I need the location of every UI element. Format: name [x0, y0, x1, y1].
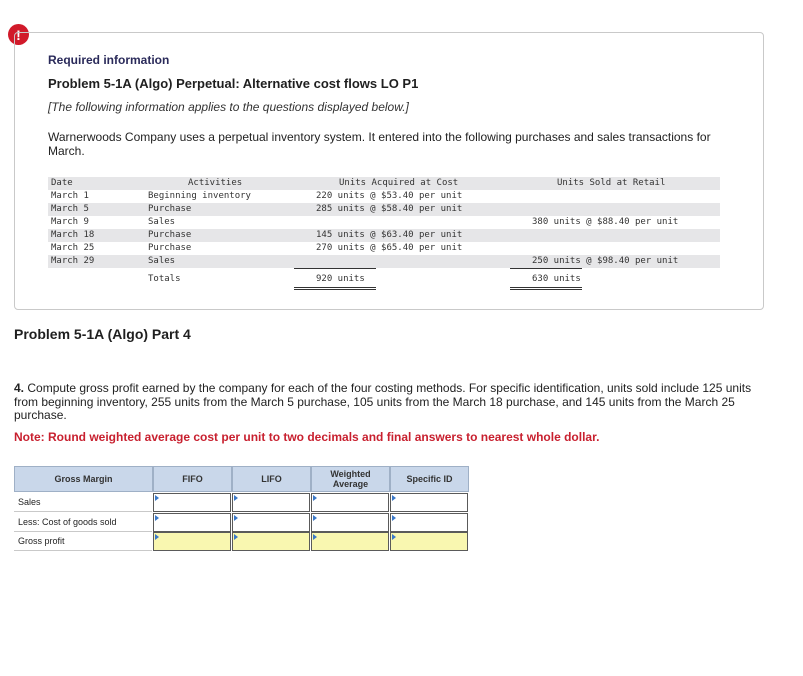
weighted-gross-profit-input[interactable]: [312, 535, 388, 552]
row-label-gross-profit: Gross profit: [14, 532, 152, 551]
rounding-note: Note: Round weighted average cost per unit to two decimals and final answers to nearest whole dollar.: [14, 430, 600, 444]
specific-gross-profit-cell[interactable]: [390, 532, 468, 551]
header-gross-margin: Gross Margin: [14, 466, 153, 492]
header-fifo: FIFO: [153, 466, 232, 492]
weighted-sales-cell[interactable]: [311, 493, 389, 512]
fifo-sales-cell[interactable]: [153, 493, 231, 512]
row-activity: Purchase: [148, 243, 192, 253]
weighted-cogs-input[interactable]: [312, 516, 388, 533]
row-date: March 5: [51, 204, 89, 214]
lifo-cogs-cell[interactable]: [232, 513, 310, 532]
inventory-row: [48, 203, 720, 216]
specific-cogs-cell[interactable]: [390, 513, 468, 532]
row-date: March 1: [51, 191, 89, 201]
inventory-row: [48, 190, 720, 203]
required-information-label: Required information: [48, 53, 170, 67]
specific-sales-input[interactable]: [391, 496, 467, 513]
fifo-cogs-input[interactable]: [154, 516, 230, 533]
lifo-gross-profit-input[interactable]: [233, 535, 309, 552]
row-label-sales: Sales: [14, 493, 152, 512]
row-date: March 9: [51, 217, 89, 227]
inventory-row: [48, 255, 720, 268]
row-activity: Sales: [148, 256, 176, 266]
row-date: March 25: [51, 243, 95, 253]
header-activities: Activities: [188, 178, 243, 188]
sold-subtotal-rule: [510, 268, 582, 269]
inventory-row: [48, 242, 720, 255]
intro-text: Warnerwoods Company uses a perpetual inventory system. It entered into the following purchases and sales transactions for March.: [48, 130, 711, 158]
weighted-cogs-cell[interactable]: [311, 513, 389, 532]
question-body: Compute gross profit earned by the company for each of the four costing methods. For specific identification, units sold include 125 units from beginning inventory, 255 units from the March 5 purchase, 105 units from the March 18 purchase, and 145 units from the March 25 purchase.: [14, 381, 752, 422]
fifo-gross-profit-input[interactable]: [154, 535, 230, 552]
row-activity: Purchase: [148, 204, 192, 214]
row-acquired: 145 units @ $63.40 per unit: [316, 230, 463, 240]
row-date: March 18: [51, 230, 95, 240]
row-label-cogs: Less: Cost of goods sold: [14, 513, 152, 532]
lifo-sales-input[interactable]: [233, 496, 309, 513]
sold-total-rule: [510, 287, 582, 288]
weighted-gross-profit-cell[interactable]: [311, 532, 389, 551]
part-title: Problem 5-1A (Algo) Part 4: [14, 326, 191, 342]
row-activity: Sales: [148, 217, 176, 227]
row-activity: Beginning inventory: [148, 191, 251, 201]
inventory-totals-row: [48, 273, 720, 286]
weighted-sales-input[interactable]: [312, 496, 388, 513]
specific-gross-profit-input[interactable]: [391, 535, 467, 552]
header-lifo: LIFO: [232, 466, 311, 492]
row-sold: 380 units @ $88.40 per unit: [532, 217, 679, 227]
question-number: 4.: [14, 381, 25, 395]
row-sold: 250 units @ $98.40 per unit: [532, 256, 679, 266]
problem-title: Problem 5-1A (Algo) Perpetual: Alternative cost flows LO P1: [48, 76, 419, 91]
header-weighted-average: Weighted Average: [311, 466, 390, 492]
totals-sold: 630 units: [532, 274, 581, 284]
alert-icon: !: [8, 24, 29, 45]
inventory-header-row: [48, 177, 720, 190]
header-units-sold: Units Sold at Retail: [557, 178, 666, 188]
row-date: March 29: [51, 256, 95, 266]
header-units-acquired: Units Acquired at Cost: [339, 178, 459, 188]
lifo-gross-profit-cell[interactable]: [232, 532, 310, 551]
inventory-row: [48, 216, 720, 229]
applies-note: [The following information applies to the questions displayed below.]: [48, 100, 409, 114]
row-acquired: 270 units @ $65.40 per unit: [316, 243, 463, 253]
acquired-total-double-rule: [294, 289, 376, 290]
fifo-cogs-cell[interactable]: [153, 513, 231, 532]
fifo-gross-profit-cell[interactable]: [153, 532, 231, 551]
information-panel: [14, 32, 764, 310]
totals-label: Totals: [148, 274, 181, 284]
lifo-cogs-input[interactable]: [233, 516, 309, 533]
question-text: [14, 382, 774, 423]
specific-sales-cell[interactable]: [390, 493, 468, 512]
header-date: Date: [51, 178, 73, 188]
totals-acquired: 920 units: [316, 274, 365, 284]
row-acquired: 220 units @ $53.40 per unit: [316, 191, 463, 201]
specific-cogs-input[interactable]: [391, 516, 467, 533]
header-specific-id: Specific ID: [390, 466, 469, 492]
row-activity: Purchase: [148, 230, 192, 240]
sold-total-double-rule: [510, 289, 582, 290]
fifo-sales-input[interactable]: [154, 496, 230, 513]
row-acquired: 285 units @ $58.40 per unit: [316, 204, 463, 214]
acquired-subtotal-rule: [294, 268, 376, 269]
lifo-sales-cell[interactable]: [232, 493, 310, 512]
acquired-total-rule: [294, 287, 376, 288]
inventory-row: [48, 229, 720, 242]
